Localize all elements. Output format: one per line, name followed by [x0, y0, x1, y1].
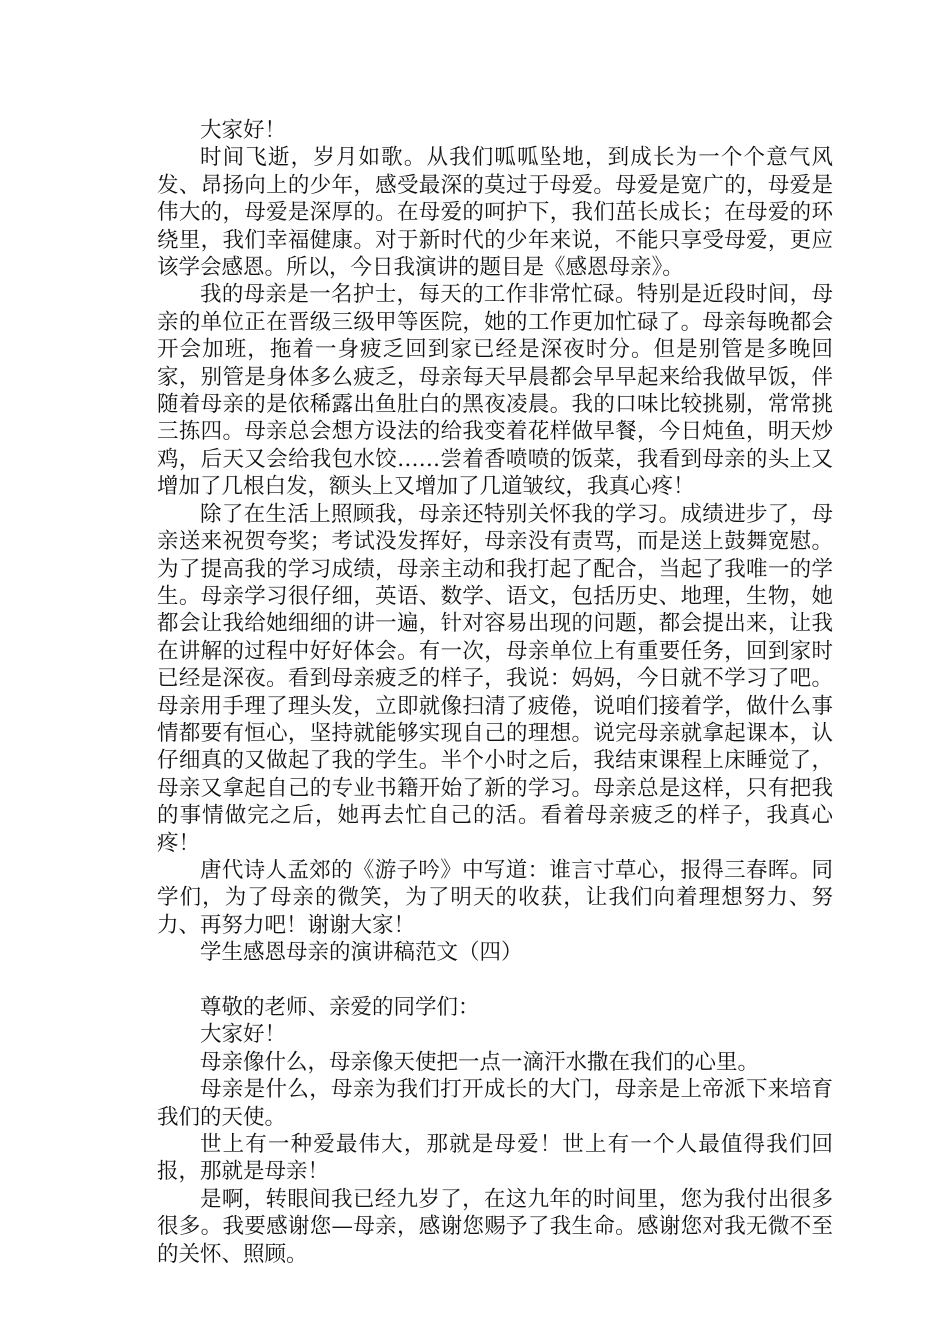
body-paragraph: 我的母亲是一名护士，每天的工作非常忙碌。特别是近段时间，母亲的单位正在晋级三级甲等医院，她的工作更加忙碌了。母亲每晚都会开会加班，拖着一身疲乏回到家已经是深夜时分。但是别管是多晚回家，别管是身体多么疲乏，母亲每天早晨都会早早起来给我做早饭，伴随着母亲的是依稀露出鱼肚白的黑夜凌晨。我的口味比较挑剔，常常挑三拣四。母亲总会想方设法的给我变着花样做早餐，今日炖鱼，明天炒鸡，后天又会给我包水饺……尝着香喷喷的饭菜，我看到母亲的头上又增加了几根白发，额头上又增加了几道皱纹，我真心疼！ — [157, 282, 833, 500]
body-paragraph: 除了在生活上照顾我，母亲还特别关怀我的学习。成绩进步了，母亲送来祝贺夸奖；考试没发挥好，母亲没有责骂，而是送上鼓舞宽慰。为了提高我的学习成绩，母亲主动和我打起了配合，当起了我唯一的学生。母亲学习很仔细，英语、数学、语文，包括历史、地理，生物，她都会让我给她细细的讲一遍，针对容易出现的问题，都会提出来，让我在讲解的过程中好好体会。有一次，母亲单位上有重要任务，回到家时已经是深夜。看到母亲疲乏的样子，我说：妈妈，今日就不学习了吧。母亲用手理了理头发，立即就像扫清了疲倦，说咱们接着学，做什么事情都要有恒心，坚持就能够实现自己的理想。说完母亲就拿起课本，认仔细真的又做起了我的学生。半个小时之后，我结束课程上床睡觉了，母亲又拿起自己的专业书籍开始了新的学习。母亲总是这样，只有把我的事情做完之后，她再去忙自己的活。看着母亲疲乏的样子，我真心疼！ — [157, 501, 833, 856]
body-paragraph: 母亲是什么，母亲为我们打开成长的大门，母亲是上帝派下来培育我们的天使。 — [157, 1077, 833, 1130]
section-title: 学生感恩母亲的演讲稿范文（四） — [200, 940, 523, 966]
body-paragraph: 唐代诗人孟郊的《游子吟》中写道：谁言寸草心，报得三春晖。同学们，为了母亲的微笑，为了明天的收获，让我们向着理想努力、努力、再努力吧！谢谢大家！ — [157, 857, 833, 938]
greeting: 大家好！ — [200, 1022, 287, 1048]
blank-line — [157, 967, 833, 994]
salutation: 尊敬的老师、亲爱的同学们： — [200, 994, 480, 1020]
body-paragraph: 是啊，转眼间我已经九岁了，在这九年的时间里，您为我付出很多很多。我要感谢您—母亲，感谢您赐予了我生命。感谢您对我无微不至的关怀、照顾。 — [157, 1186, 833, 1267]
body-paragraph: 时间飞逝，岁月如歌。从我们呱呱坠地，到成长为一个个意气风发、昂扬向上的少年，感受最深的莫过于母爱。母爱是宽广的，母爱是伟大的，母爱是深厚的。在母爱的呵护下，我们茁长成长；在母爱的环绕里，我们幸福健康。对于新时代的少年来说，不能只享受母爱，更应该学会感恩。所以，今日我演讲的题目是《感恩母亲》。 — [157, 145, 833, 281]
body-paragraph: 世上有一种爱最伟大，那就是母爱！世上有一个人最值得我们回报，那就是母亲！ — [157, 1132, 833, 1185]
document-page — [157, 117, 833, 1268]
body-paragraph: 母亲像什么，母亲像天使把一点一滴汗水撒在我们的心里。 — [200, 1049, 760, 1075]
greeting: 大家好！ — [200, 118, 287, 143]
